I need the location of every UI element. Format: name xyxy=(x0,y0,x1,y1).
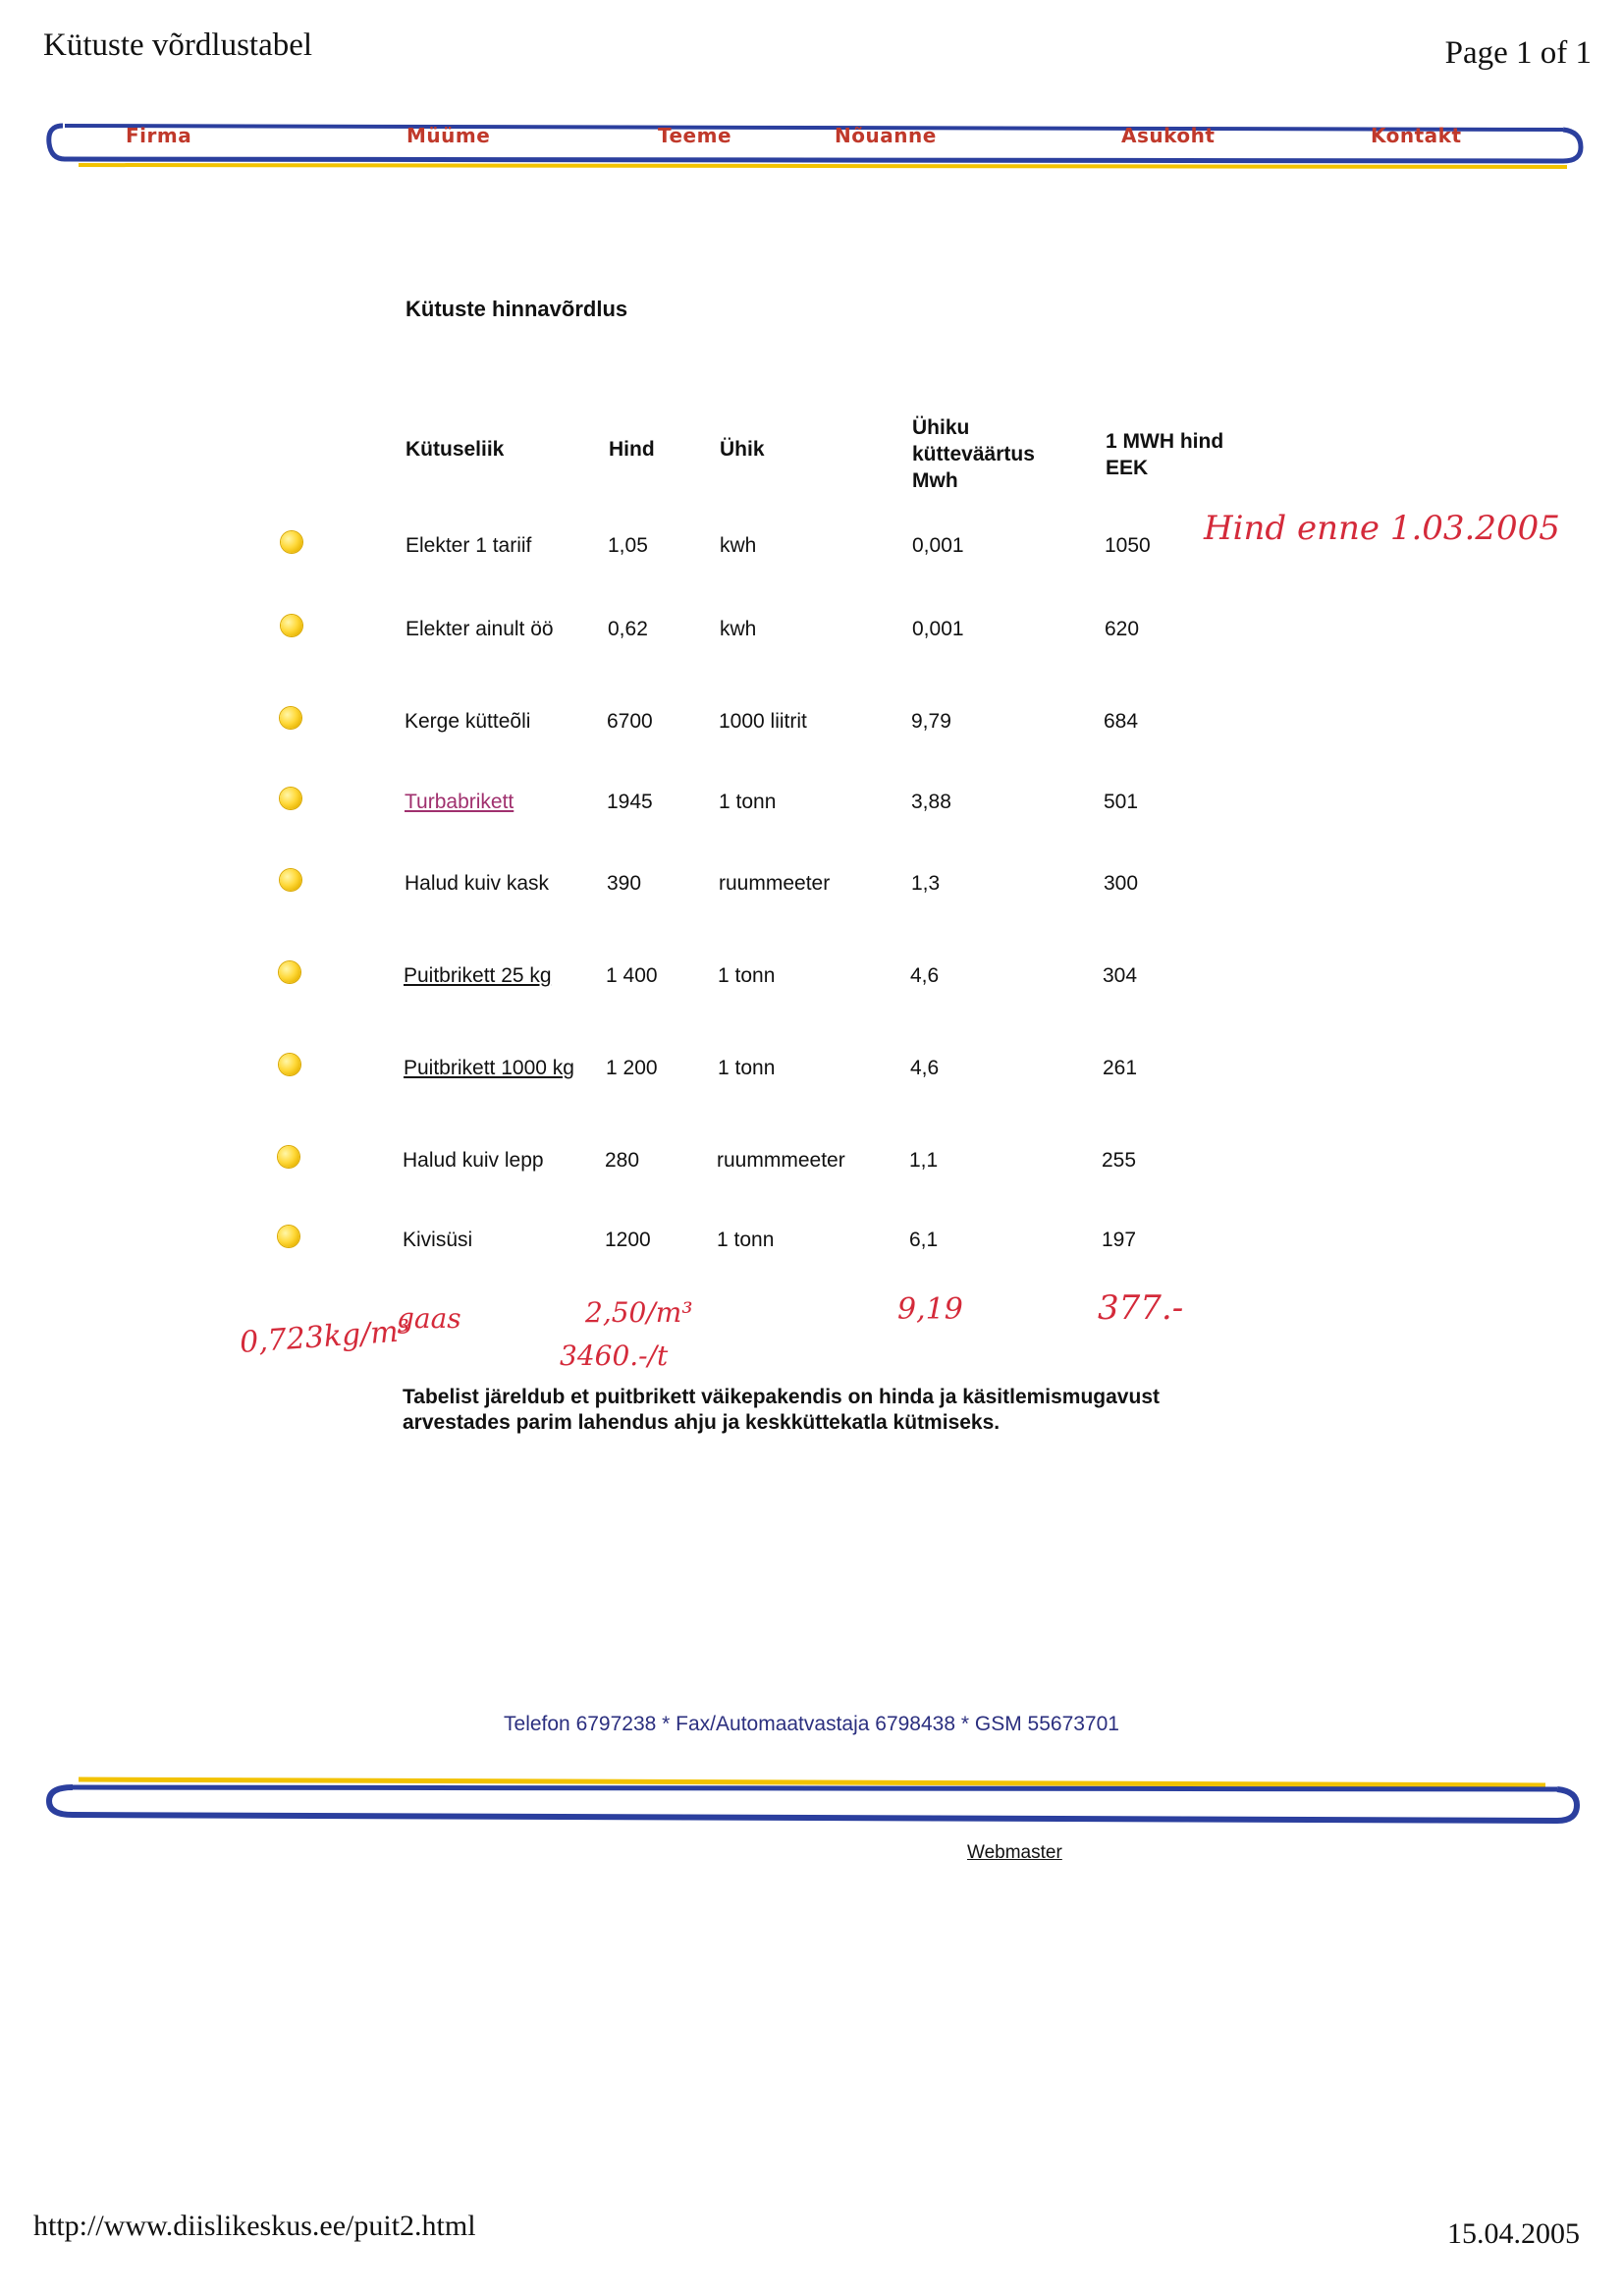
handwritten-price-date-note: Hind enne 1.03.2005 xyxy=(1204,509,1560,548)
handwritten-gas-price: 2,50/m³ xyxy=(585,1296,693,1329)
cell-price: 1200 xyxy=(605,1229,651,1251)
handwritten-density: 0,723kg/m³ xyxy=(238,1313,411,1361)
bullet-icon xyxy=(278,1146,299,1168)
section-title: Kütuste hinnavõrdlus xyxy=(406,297,628,321)
document-title: Kütuste võrdlustabel xyxy=(43,27,313,63)
cell-unit: 1 tonn xyxy=(718,1057,776,1079)
table-row xyxy=(0,872,1623,911)
cell-unit: 1 tonn xyxy=(718,964,776,987)
link-puitbrikett-25kg[interactable]: Puitbrikett 25 kg xyxy=(404,964,552,987)
table-row xyxy=(0,1057,1623,1096)
col-header-value-line2: kütteväärtus xyxy=(912,443,1035,465)
link-turbabrikett[interactable]: Turbabrikett xyxy=(405,791,514,813)
cell-mwh: 304 xyxy=(1103,964,1138,987)
bullet-icon xyxy=(280,707,301,729)
cell-unit: ruummeeter xyxy=(719,872,831,895)
cell-price: 6700 xyxy=(607,710,653,733)
footer-url: http://www.diislikeskus.ee/puit2.html xyxy=(33,2210,476,2242)
col-header-price: Hind xyxy=(609,438,655,461)
table-row xyxy=(0,791,1623,830)
col-header-value-line3: Mwh xyxy=(912,469,958,492)
table-row xyxy=(0,618,1623,657)
cell-mwh: 197 xyxy=(1102,1229,1137,1251)
bullet-icon xyxy=(279,961,300,983)
bullet-icon xyxy=(279,1054,300,1075)
col-header-value-line1: Ühiku xyxy=(912,416,970,439)
col-header-value xyxy=(912,414,1035,494)
nav-firma[interactable]: Firma xyxy=(126,124,192,147)
nav-bar-frame xyxy=(43,116,1587,179)
table-row xyxy=(0,1229,1623,1268)
table-row xyxy=(0,710,1623,749)
link-puitbrikett-1000kg[interactable]: Puitbrikett 1000 kg xyxy=(404,1057,574,1079)
bullet-icon xyxy=(281,531,302,553)
handwritten-gas-value: 9,19 xyxy=(897,1292,963,1327)
cell-price: 390 xyxy=(607,872,642,895)
nav-kontakt[interactable]: Kontakt xyxy=(1371,124,1462,147)
handwritten-gas-mwh: 377.- xyxy=(1098,1288,1184,1328)
cell-unit: kwh xyxy=(720,618,757,640)
nav-nouanne[interactable]: Nõuanne xyxy=(835,124,937,147)
nav-bar xyxy=(43,116,1587,179)
cell-value: 1,3 xyxy=(911,872,941,895)
cell-price: 1 400 xyxy=(606,964,658,987)
col-header-mwh-line1: 1 MWH hind xyxy=(1106,430,1224,453)
cell-unit: 1000 liitrit xyxy=(719,710,807,733)
footer-date: 15.04.2005 xyxy=(1447,2217,1580,2250)
cell-price: 1,05 xyxy=(608,534,648,557)
page-indicator: Page 1 of 1 xyxy=(1444,35,1592,71)
cell-value: 3,88 xyxy=(911,791,951,813)
cell-type: Kivisüsi xyxy=(403,1229,473,1251)
cell-unit: kwh xyxy=(720,534,757,557)
nav-asukoht[interactable]: Asukoht xyxy=(1121,124,1216,147)
col-header-type: Kütuseliik xyxy=(406,438,505,461)
handwritten-gas: gaas xyxy=(397,1302,461,1335)
cell-type: Elekter 1 tariif xyxy=(406,534,532,557)
col-header-mwh-line2: EEK xyxy=(1106,457,1149,479)
cell-price: 280 xyxy=(605,1149,640,1172)
cell-mwh: 255 xyxy=(1102,1149,1137,1172)
bullet-icon xyxy=(280,869,301,891)
cell-unit: ruummmeeter xyxy=(717,1149,845,1172)
cell-type: Halud kuiv kask xyxy=(405,872,550,895)
cell-value: 1,1 xyxy=(909,1149,939,1172)
nav-myyme[interactable]: Müüme xyxy=(406,124,491,147)
cell-type: Halud kuiv lepp xyxy=(403,1149,544,1172)
bullet-icon xyxy=(280,788,301,809)
cell-price: 0,62 xyxy=(608,618,648,640)
webmaster-link[interactable]: Webmaster xyxy=(967,1842,1062,1863)
table-row xyxy=(0,1149,1623,1188)
conclusion-text: Tabelist järeldub et puitbrikett väikepakendis on hinda ja käsitlemismugavust arvestades parim lahendus ahju ja keskküttekatla kütmiseks. xyxy=(403,1386,1160,1434)
cell-price: 1945 xyxy=(607,791,653,813)
cell-mwh: 620 xyxy=(1105,618,1140,640)
table-row xyxy=(0,964,1623,1004)
cell-mwh: 300 xyxy=(1104,872,1139,895)
cell-unit: 1 tonn xyxy=(719,791,777,813)
cell-mwh: 684 xyxy=(1104,710,1139,733)
cell-value: 9,79 xyxy=(911,710,951,733)
bullet-icon xyxy=(281,615,302,636)
cell-mwh: 1050 xyxy=(1105,534,1151,557)
cell-type: Elekter ainult öö xyxy=(406,618,554,640)
cell-value: 0,001 xyxy=(912,618,964,640)
cell-type: Kerge kütteõli xyxy=(405,710,531,733)
cell-unit: 1 tonn xyxy=(717,1229,775,1251)
bottom-bar xyxy=(43,1774,1583,1836)
contact-line: Telefon 6797238 * Fax/Automaatvastaja 6798438 * GSM 55673701 xyxy=(504,1713,1119,1735)
bullet-icon xyxy=(278,1226,299,1247)
cell-value: 0,001 xyxy=(912,534,964,557)
cell-mwh: 261 xyxy=(1103,1057,1138,1079)
cell-value: 4,6 xyxy=(910,964,940,987)
cell-price: 1 200 xyxy=(606,1057,658,1079)
bottom-bar-frame xyxy=(43,1774,1583,1836)
cell-value: 4,6 xyxy=(910,1057,940,1079)
cell-value: 6,1 xyxy=(909,1229,939,1251)
col-header-mwh xyxy=(1106,428,1223,481)
nav-teeme[interactable]: Teeme xyxy=(658,124,732,147)
cell-mwh: 501 xyxy=(1104,791,1139,813)
handwritten-gas-price-per-ton: 3460.-/t xyxy=(560,1339,669,1372)
col-header-unit: Ühik xyxy=(720,438,765,461)
